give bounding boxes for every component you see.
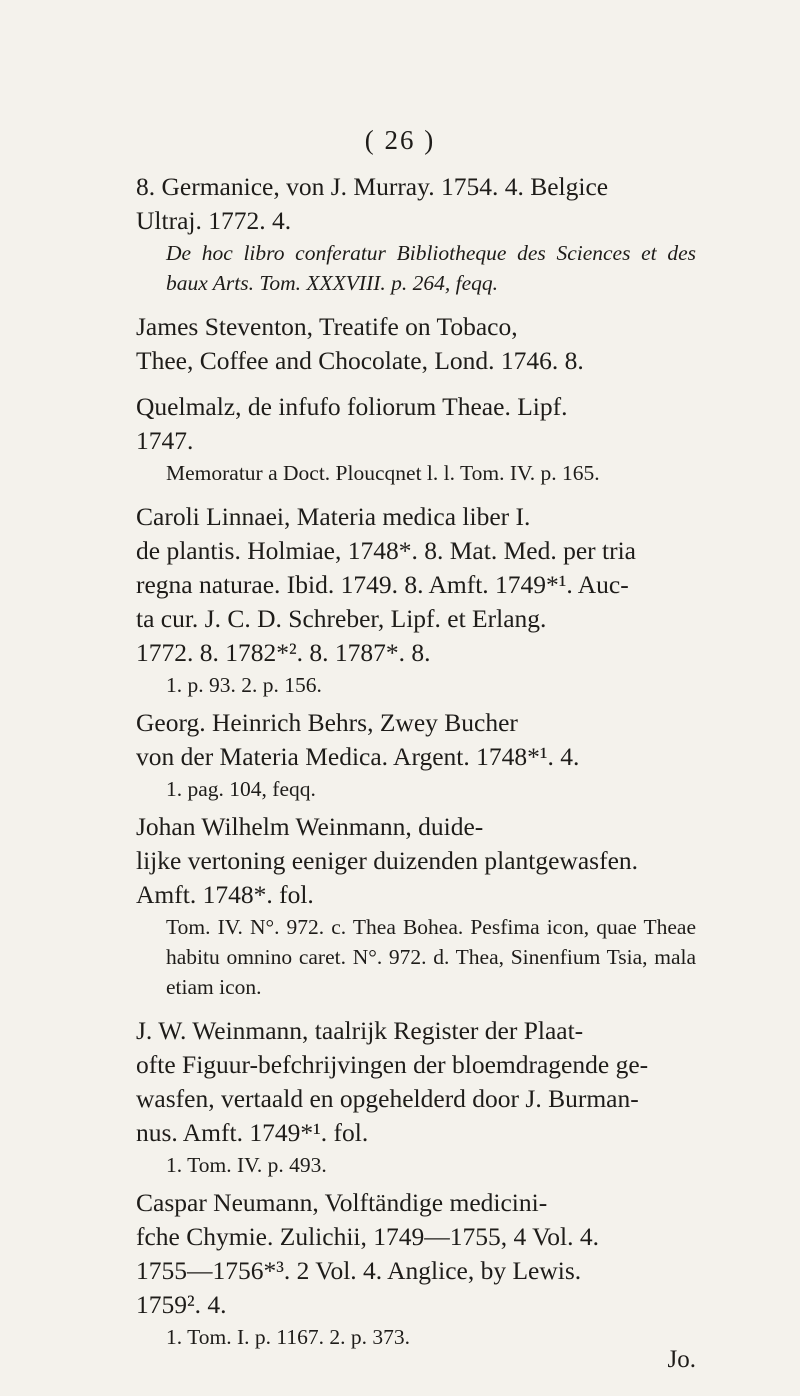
entry-line: 1772. 8. 1782*². 8. 1787*. 8. [136,638,431,667]
text-column [136,170,696,1352]
entry-line: 1755—1756*³. 2 Vol. 4. Anglice, by Lewis. [136,1256,582,1285]
entry-note: 1. Tom. I. p. 1167. 2. p. 373. [166,1325,410,1349]
entry-note: 1. pag. 104, feqq. [166,777,316,801]
entry-note: Memoratur a Doct. Ploucqnet l. l. Tom. IV. p. 165. [166,461,600,485]
entry-line: 1759². 4. [136,1290,227,1319]
bibliography-entry [136,1186,696,1352]
entry-line: Georg. Heinrich Behrs, Zwey Bucher [136,708,518,737]
entry-line: Johan Wilhelm Weinmann, duide- [136,812,484,841]
bibliography-entry [136,310,696,378]
entry-line: ofte Figuur-befchrijvingen der bloemdragende ge- [136,1050,649,1079]
bibliography-entry [136,1014,696,1180]
catchword: Jo. [667,1346,696,1373]
bibliography-entry [136,810,696,1002]
entry-note: 1. Tom. IV. p. 493. [166,1153,327,1177]
page-number: ( 26 ) [364,125,436,155]
entry-note: 1. p. 93. 2. p. 156. [166,673,322,697]
entry-line: Quelmalz, de infufo foliorum Theae. Lipf. [136,392,568,421]
entry-line: nus. Amft. 1749*¹. fol. [136,1118,369,1147]
bibliography-entry [136,706,696,804]
entry-line: Thee, Coffee and Chocolate, Lond. 1746. 8. [136,346,584,375]
entry-line: Caspar Neumann, Volftändige medicini- [136,1188,548,1217]
entry-line: Amft. 1748*. fol. [136,880,314,909]
entry-line: ta cur. J. C. D. Schreber, Lipf. et Erlang. [136,604,547,633]
entry-line: von der Materia Medica. Argent. 1748*¹. 4. [136,742,580,771]
entry-note: De hoc libro conferatur Bibliotheque des Sciences et des baux Arts. Tom. XXXVIII. p. 264, feqq. [166,241,696,295]
entry-line: fche Chymie. Zulichii, 1749—1755, 4 Vol. 4. [136,1222,599,1251]
entry-line: regna naturae. Ibid. 1749. 8. Amft. 1749*¹. Auc- [136,570,629,599]
entry-line: J. W. Weinmann, taalrijk Register der Plaat- [136,1016,584,1045]
entry-note: Tom. IV. N°. 972. c. Thea Bohea. Pesfima icon, quae Theae habitu omnino caret. N°. 972. d. Thea, Sinenfium Tsia, mala etiam icon. [166,915,696,999]
entry-line: 8. Germanice, von J. Murray. 1754. 4. Belgice [136,172,609,201]
bibliography-entry [136,500,696,700]
entry-line: Caroli Linnaei, Materia medica liber I. [136,502,531,531]
entry-line: de plantis. Holmiae, 1748*. 8. Mat. Med. per tria [136,536,636,565]
entry-line: James Steventon, Treatife on Tobaco, [136,312,518,341]
bibliography-entry [136,170,696,298]
bibliography-entry [136,390,696,488]
entry-line: lijke vertoning eeniger duizenden plantgewasfen. [136,846,639,875]
entry-line: wasfen, vertaald en opgehelderd door J. Burman- [136,1084,639,1113]
entry-line: 1747. [136,426,194,455]
entry-line: Ultraj. 1772. 4. [136,206,292,235]
